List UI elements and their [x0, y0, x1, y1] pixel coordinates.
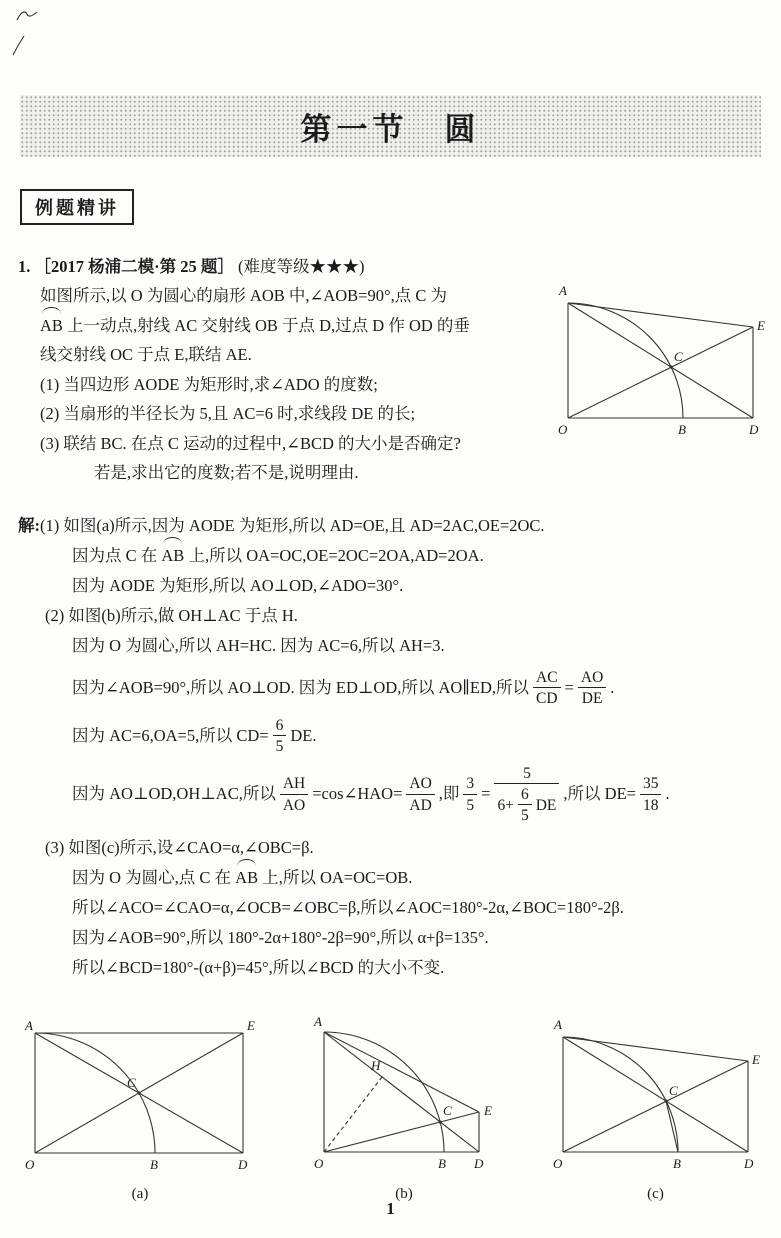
fraction-denominator: CD: [536, 690, 558, 708]
vertex-label: O: [25, 1157, 35, 1172]
vertex-label: C: [674, 349, 683, 364]
solution-line: 所以∠BCD=180°-(α+β)=45°,所以∠BCD 的大小不变.: [72, 957, 445, 977]
text-segment: 因为∠AOB=90°,所以 AO⊥OD. 因为 ED⊥OD,所以 AO∥ED,所以: [72, 678, 530, 698]
vertex-label: D: [744, 1156, 754, 1171]
vertex-label: A: [314, 1014, 322, 1029]
fraction-nested: [494, 764, 559, 826]
fraction-numerator: AC: [533, 668, 561, 688]
vertex-label: D: [474, 1156, 484, 1171]
figure-b-block: [309, 1012, 499, 1203]
segment-OE: [568, 327, 753, 418]
vertex-label: B: [678, 422, 686, 437]
problem-line: 线交射线 OC 于点 E,联结 AE.: [40, 345, 252, 364]
fraction: [518, 785, 532, 826]
solution-line-math: [72, 764, 766, 826]
fraction-numerator: 5: [494, 764, 559, 784]
problem-source: ［2017 杨浦二模·第 25 题］: [34, 257, 234, 276]
vertex-label: O: [314, 1156, 324, 1171]
solution-line: (3) 如图(c)所示,设∠CAO=α,∠OBC=β.: [45, 837, 314, 857]
fraction-denominator: DE: [581, 690, 603, 708]
fraction-numerator: 6: [518, 785, 532, 805]
segment-OE: [563, 1061, 748, 1152]
dashed-segment-OH: [324, 1077, 382, 1152]
segment-OE: [324, 1112, 479, 1152]
text-segment: 因为点 C 在: [72, 546, 162, 565]
fraction: [640, 774, 662, 815]
problem-difficulty: (难度等级★★★): [238, 257, 365, 276]
vertex-label: C: [669, 1083, 678, 1098]
page-number: 1: [386, 1199, 395, 1218]
vertex-label: A: [25, 1018, 33, 1033]
point-C: [669, 365, 672, 368]
arc-AB: [568, 303, 683, 418]
figure-a-block: [20, 1018, 260, 1203]
problem-item-3-cont: 若是,求出它的度数;若不是,说明理由.: [94, 463, 359, 482]
fraction-denominator: 18: [642, 796, 659, 814]
vertex-label: D: [749, 422, 759, 437]
arc-AB-notation: AB: [235, 863, 258, 893]
solution-line: 因为∠AOB=90°,所以 180°-2α+180°-2β=90°,所以 α+β=135°.: [72, 927, 489, 947]
vertex-label: C: [127, 1075, 136, 1090]
vertex-label: A: [554, 1017, 562, 1032]
solution-block: [18, 511, 766, 983]
segment-AD: [568, 303, 753, 418]
text-segment: 6+: [497, 796, 514, 814]
segment-AE: [324, 1032, 479, 1112]
vertex-label: O: [558, 422, 568, 437]
solution-line: (2) 如图(b)所示,做 OH⊥AC 于点 H.: [45, 606, 298, 625]
vertex-label: E: [484, 1103, 492, 1118]
arc-AB: [35, 1033, 155, 1153]
text-segment: =cos∠HAO=: [312, 784, 403, 804]
text-segment: DE.: [290, 725, 317, 745]
problem-block: [18, 252, 766, 488]
text-segment: 上,所以 OA=OC=OB.: [258, 867, 413, 887]
red-pen-mark-icon: [13, 4, 41, 30]
vertex-label: E: [752, 1052, 760, 1067]
solution-line: 所以∠ACO=∠CAO=α,∠OCB=∠OBC=β,所以∠AOC=180°-2α,∠BOC=180°-2β.: [72, 897, 624, 917]
solution-line: 因为 O 为圆心,所以 AH=HC. 因为 AC=6,所以 AH=3.: [72, 636, 445, 655]
fraction-denominator: AO: [282, 796, 306, 814]
problem-item-3: (3) 联结 BC. 在点 C 运动的过程中,∠BCD 的大小是否确定?: [40, 433, 461, 453]
solution-line: [18, 511, 766, 541]
text-segment: ,即: [438, 784, 460, 804]
figure-main: [553, 278, 768, 446]
figure-row: [20, 1012, 763, 1203]
fraction-denominator: 5: [520, 807, 529, 825]
arc-AB-notation: AB: [40, 311, 63, 341]
figure-b-caption: (b): [395, 1186, 413, 1202]
vertex-label: D: [238, 1157, 248, 1172]
text-segment: 因为 AO⊥OD,OH⊥AC,所以: [72, 784, 276, 804]
arc-AB: [563, 1037, 678, 1152]
fraction: [463, 774, 477, 815]
chapter-banner: [20, 95, 761, 157]
solution-label: 解:: [18, 516, 40, 535]
point-C: [438, 1120, 441, 1123]
vertex-label: E: [757, 318, 765, 333]
problem-heading: [18, 252, 766, 281]
text-segment: 因为 O 为圆心,点 C 在: [72, 867, 236, 887]
arc-AB-notation: AB: [161, 541, 184, 571]
vertex-label: A: [559, 283, 567, 298]
problem-line: [40, 311, 568, 341]
figure-a-caption: (a): [131, 1186, 149, 1202]
text-segment: .: [610, 678, 615, 698]
fraction: [578, 668, 606, 709]
solution-line: [72, 541, 766, 571]
fraction-denominator: [494, 784, 559, 826]
arc-AB: [324, 1032, 444, 1152]
point-C: [137, 1091, 140, 1094]
section-badge: [20, 189, 134, 225]
solution-line-math: [72, 716, 766, 757]
problem-item-2: (2) 当扇形的半径长为 5,且 AC=6 时,求线段 DE 的长;: [40, 404, 416, 423]
point-C: [664, 1099, 667, 1102]
figure-c-caption: (c): [647, 1186, 664, 1202]
fraction: [406, 774, 434, 815]
figure-a: [20, 1018, 260, 1180]
solution-line: 因为 AODE 为矩形,所以 AO⊥OD,∠ADO=30°.: [72, 576, 404, 595]
problem-text: [40, 281, 568, 488]
problem-item-1: (1) 当四边形 AODE 为矩形时,求∠ADO 的度数;: [40, 374, 378, 394]
figure-c-block: [548, 1012, 763, 1203]
segment-BC: [666, 1101, 678, 1152]
vertex-label: H: [371, 1058, 381, 1073]
vertex-label: E: [247, 1018, 255, 1033]
text-segment: =: [481, 784, 491, 804]
vertex-label: C: [443, 1103, 452, 1118]
fraction-numerator: AO: [406, 774, 434, 794]
segment-AD: [563, 1037, 748, 1152]
vertex-label: B: [438, 1156, 446, 1171]
fraction-numerator: 35: [640, 774, 662, 794]
text-segment: DE: [535, 796, 557, 814]
fraction-denominator: 5: [275, 738, 284, 756]
text-segment: (1) 如图(a)所示,因为 AODE 为矩形,所以 AD=OE,且 AD=2AC,OE=2OC.: [40, 516, 545, 535]
text-segment: 上一动点,射线 AC 交射线 OB 于点 D,过点 D 作 OD 的垂: [62, 315, 470, 335]
segment-AD: [324, 1032, 479, 1152]
fraction-numerator: AO: [578, 668, 606, 688]
vertex-label: O: [553, 1156, 563, 1171]
section-badge-label: 例题精讲: [35, 198, 119, 218]
vertex-label: B: [150, 1157, 158, 1172]
solution-line: [72, 863, 766, 893]
text-segment: .: [665, 784, 670, 804]
fraction: [533, 668, 561, 709]
fraction-numerator: 6: [273, 716, 287, 736]
text-segment: ,所以 DE=: [563, 784, 636, 804]
red-pen-mark-icon: [9, 33, 31, 59]
text-segment: 因为 AC=6,OA=5,所以 CD=: [72, 725, 269, 745]
fraction-denominator: 5: [466, 796, 475, 814]
vertex-label: B: [673, 1156, 681, 1171]
fraction: [280, 774, 308, 815]
fraction-numerator: 3: [463, 774, 477, 794]
page-title: 第一节 圆: [300, 111, 481, 147]
text-segment: 上,所以 OA=OC,OE=2OC=2OA,AD=2OA.: [184, 546, 484, 565]
segment-AE: [568, 303, 753, 327]
problem-number: 1.: [18, 257, 31, 276]
fraction-numerator: AH: [280, 774, 308, 794]
solution-line-math: [72, 668, 766, 709]
fraction-denominator: AD: [409, 796, 432, 814]
fraction: [273, 716, 287, 757]
problem-line: 如图所示,以 O 为圆心的扇形 AOB 中,∠AOB=90°,点 C 为: [40, 286, 447, 305]
figure-c: [548, 1012, 763, 1180]
text-segment: =: [564, 678, 574, 698]
segment-AE: [563, 1037, 748, 1061]
figure-b: [309, 1012, 499, 1180]
